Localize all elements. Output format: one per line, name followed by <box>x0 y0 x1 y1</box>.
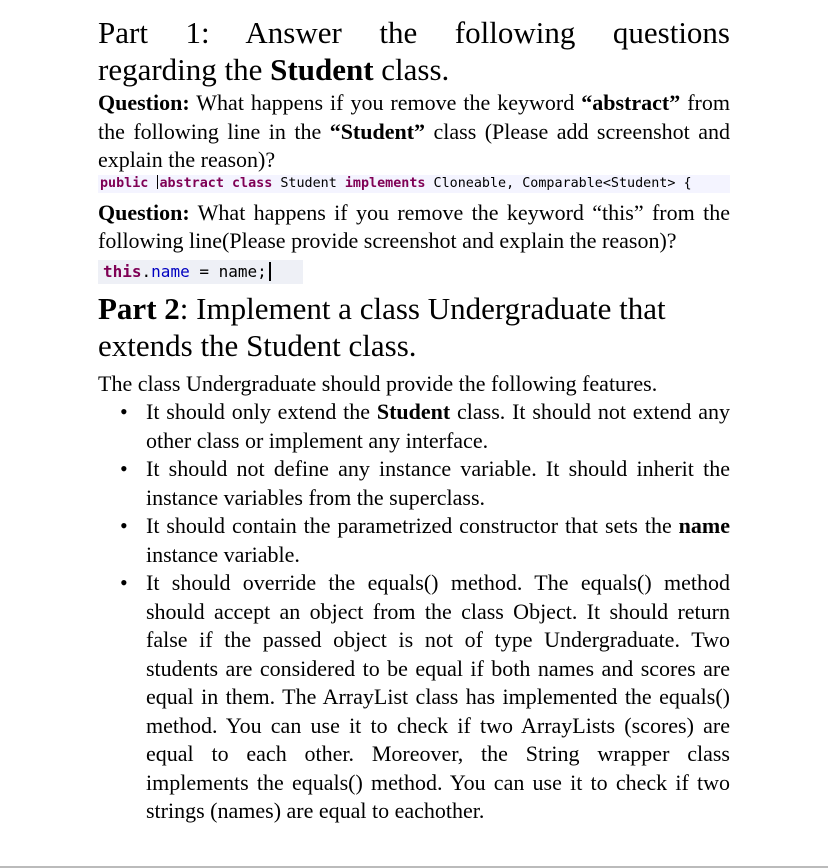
code-snippet-this-name: this.name = name; <box>98 260 303 284</box>
features-intro: The class Undergraduate should provide the following features. <box>98 370 658 396</box>
feature-item: • It should contain the parametrized constructor that sets the name instance variable. <box>120 513 730 567</box>
bullet-icon: • <box>120 570 128 595</box>
bullet-icon: • <box>120 456 128 481</box>
feature-item: • It should override the equals() method. The equals() method should accept an object from the class Object. It should return false if the passed object is not of type Undergraduate. Two students are considered to be equal if both names and scores are equal in them. The ArrayList class has implemented the equals() method. You can use it to check if two ArrayLists (scores) are equal to each other. Moreover, the String wrapper class implements the equals() method. You can use it to check if two strings (names) are equal to eachother. <box>120 570 730 823</box>
bullet-icon: • <box>120 399 128 424</box>
features-list <box>98 398 730 826</box>
part2-heading: Part 2: Implement a class Undergraduate that extends the Student class. <box>98 290 666 363</box>
feature-item: • It should only extend the Student class. It should not extend any other class or implement any interface. <box>120 399 730 453</box>
bullet-icon: • <box>120 513 128 538</box>
question2-text: Question: What happens if you remove the keyword “this” from the following line(Please provide screenshot and explain the reason)? <box>98 199 730 253</box>
question2-label: Question: <box>98 199 190 225</box>
code-snippet-class-declaration: public abstract class Student implements Cloneable, Comparable<Student> { <box>98 175 730 193</box>
question1-label: Question: <box>98 90 190 115</box>
part1-heading-line2: regarding the Student class. <box>98 52 450 87</box>
text-cursor <box>269 262 271 281</box>
feature-item: • It should not define any instance variable. It should inherit the instance variables from the superclass. <box>120 456 730 510</box>
question1-text: Question: What happens if you remove the keyword “abstract” from the following line in the “Student” class (Please add screenshot and explain the reason)? <box>98 90 730 172</box>
document-page <box>98 14 730 826</box>
part1-heading-line1: Part 1: Answer the following questions <box>98 15 730 50</box>
